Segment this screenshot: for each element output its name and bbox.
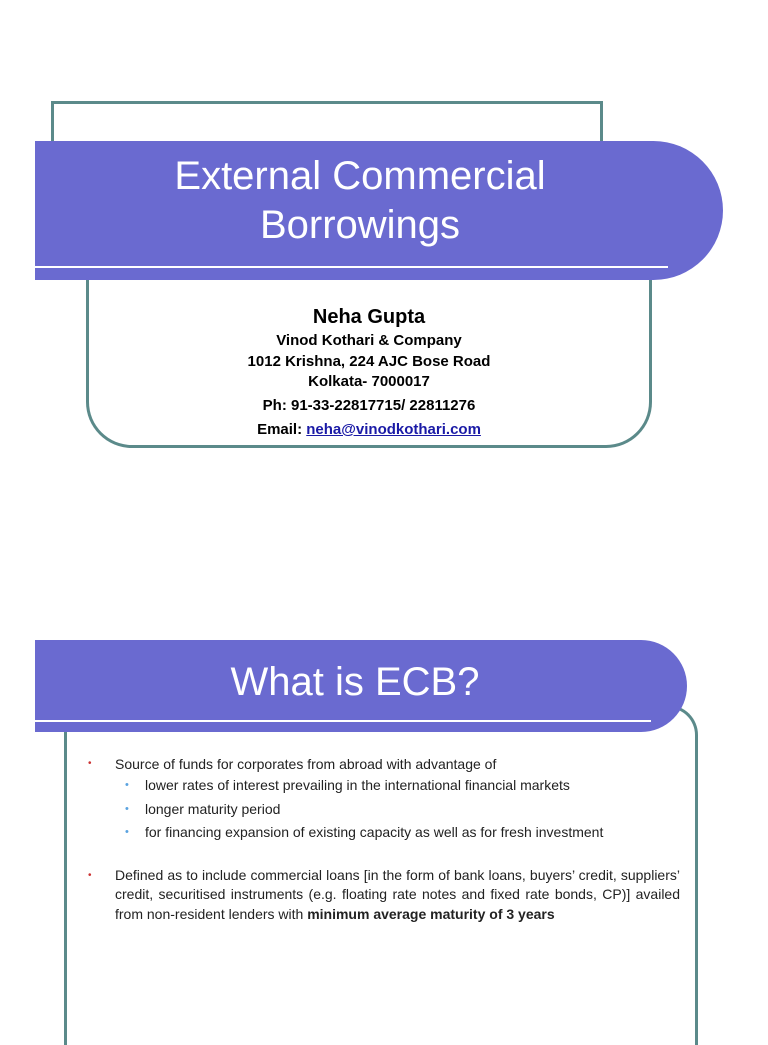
slide2-title-rule: [35, 720, 651, 722]
sub-bullet-text: for financing expansion of existing capacity as well as for fresh investment: [145, 824, 604, 840]
bullet-text: Source of funds for corporates from abroad with advantage of: [115, 756, 497, 772]
slide1-title-line1: External Commercial: [174, 154, 546, 198]
company-name: Vinod Kothari & Company: [276, 332, 462, 349]
author-name: Neha Gupta: [312, 306, 426, 328]
address-line: 1012 Krishna, 224 AJC Bose Road: [247, 352, 491, 370]
sub-bullet-item: [88, 821, 680, 845]
bullet-marker-icon: •: [88, 758, 92, 769]
sub-bullet-marker-icon: •: [125, 779, 129, 791]
city-line: Kolkata- 7000017: [308, 373, 430, 390]
email-line: [86, 420, 652, 441]
bullet-text: Defined as to include commercial loans [in the form of bank loans, buyers’ credit, suppliers’ credit, securitised instruments (e.g. floating rate notes and fixed rate bonds, CP)] availed from non-resident lenders with: [115, 866, 680, 922]
slide1-title: [35, 152, 685, 250]
email-label: Email:: [257, 421, 307, 438]
bullet-bold-text: minimum average maturity of 3 years: [307, 905, 555, 922]
bullet-item: [88, 866, 680, 925]
slide2-title: What is ECB?: [230, 660, 480, 704]
sub-bullet-marker-icon: •: [125, 802, 129, 815]
sub-bullet-item: [88, 798, 680, 822]
sub-bullet-marker-icon: •: [125, 826, 129, 838]
email-link[interactable]: neha@vinodkothari.com: [306, 421, 481, 438]
slide2-bullets: [88, 754, 680, 924]
slide1-title-line2: Borrowings: [259, 203, 461, 247]
sub-bullet-text: longer maturity period: [145, 800, 281, 817]
contact-block: [86, 303, 652, 441]
sub-bullet-item: [88, 774, 680, 798]
phone-line: Ph: 91-33-22817715/ 22811276: [262, 396, 476, 414]
bullet-item: [88, 754, 680, 774]
slide1-title-rule: [35, 266, 668, 268]
sub-bullet-text: lower rates of interest prevailing in the international financial markets: [145, 777, 570, 793]
bullet-marker-icon: •: [88, 869, 92, 881]
